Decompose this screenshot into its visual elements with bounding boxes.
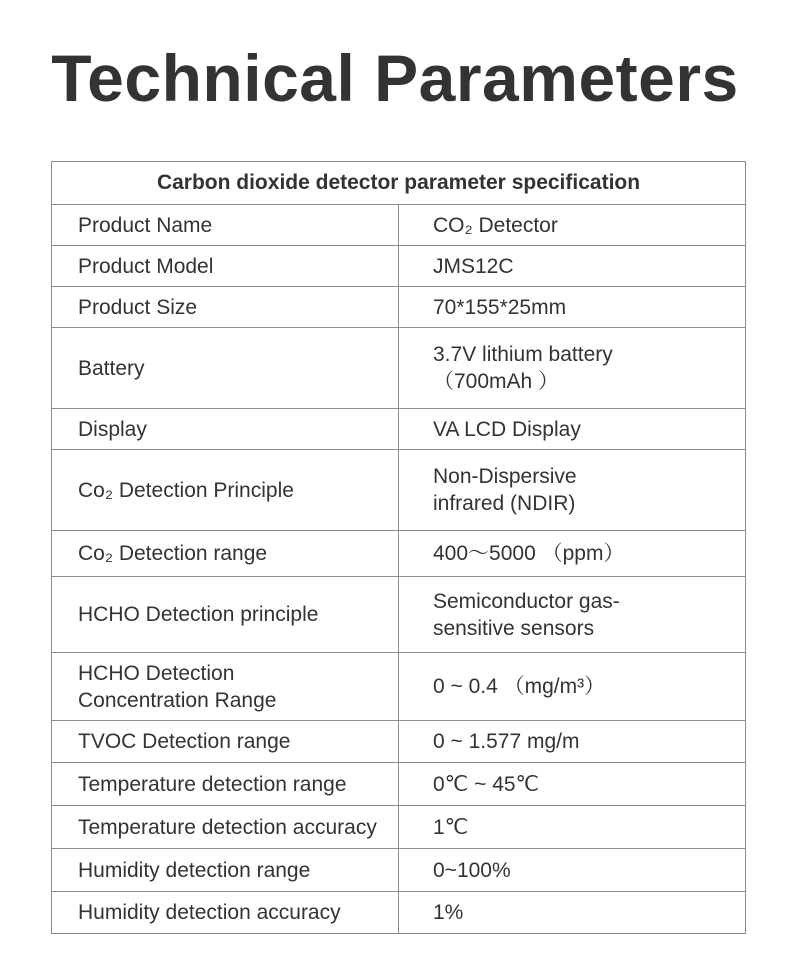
row-value: 70*155*25mm bbox=[433, 295, 567, 319]
table-row bbox=[52, 653, 746, 721]
row-value: 0 ~ 1.577 mg/m bbox=[433, 730, 580, 753]
row-value: 3.7V lithium battery （700mAh ） bbox=[433, 343, 613, 393]
row-value: Non-Dispersive infrared (NDIR) bbox=[433, 465, 577, 515]
table-row bbox=[52, 892, 746, 934]
row-label: HCHO Detection Concentration Range bbox=[78, 661, 277, 712]
row-value: JMS12C bbox=[433, 254, 514, 278]
row-label: Temperature detection range bbox=[78, 772, 347, 796]
table-caption: Carbon dioxide detector parameter specification bbox=[52, 162, 746, 205]
spec-table bbox=[51, 161, 746, 934]
table-row bbox=[52, 409, 746, 450]
table-row bbox=[52, 721, 746, 763]
table-row bbox=[52, 849, 746, 892]
table-row bbox=[52, 205, 746, 246]
table-row bbox=[52, 806, 746, 849]
row-value: VA LCD Display bbox=[433, 417, 581, 441]
page-title: Technical Parameters bbox=[51, 41, 739, 115]
table-row bbox=[52, 246, 746, 287]
row-value: 0~100% bbox=[433, 858, 511, 882]
row-value: CO₂ Detector bbox=[433, 213, 558, 237]
row-label: Product Model bbox=[78, 254, 214, 278]
row-label: Battery bbox=[78, 356, 145, 380]
table-row bbox=[52, 287, 746, 328]
row-value: 400～5000 （ppm） bbox=[433, 542, 625, 565]
row-value: 1% bbox=[433, 901, 464, 924]
row-label: Temperature detection accuracy bbox=[78, 815, 377, 839]
row-label: Product Size bbox=[78, 295, 198, 319]
row-label: Co₂ Detection range bbox=[78, 542, 268, 565]
row-label: Humidity detection range bbox=[78, 858, 311, 882]
row-value: Semiconductor gas- sensitive sensors bbox=[433, 589, 620, 640]
row-label: Humidity detection accuracy bbox=[78, 901, 341, 924]
row-label: Co₂ Detection Principle bbox=[78, 478, 294, 502]
row-label: TVOC Detection range bbox=[78, 730, 291, 753]
row-label: Display bbox=[78, 417, 147, 441]
row-value: 0℃ ~ 45℃ bbox=[433, 772, 540, 796]
table-row bbox=[52, 328, 746, 409]
row-label: Product Name bbox=[78, 213, 213, 237]
table-row bbox=[52, 763, 746, 806]
table-row bbox=[52, 577, 746, 653]
row-value: 1℃ bbox=[433, 815, 469, 839]
table-row bbox=[52, 450, 746, 531]
row-value: 0 ~ 0.4 （mg/m³） bbox=[433, 675, 606, 698]
table-caption-row bbox=[52, 162, 746, 205]
table-row bbox=[52, 531, 746, 577]
row-label: HCHO Detection principle bbox=[78, 603, 319, 626]
